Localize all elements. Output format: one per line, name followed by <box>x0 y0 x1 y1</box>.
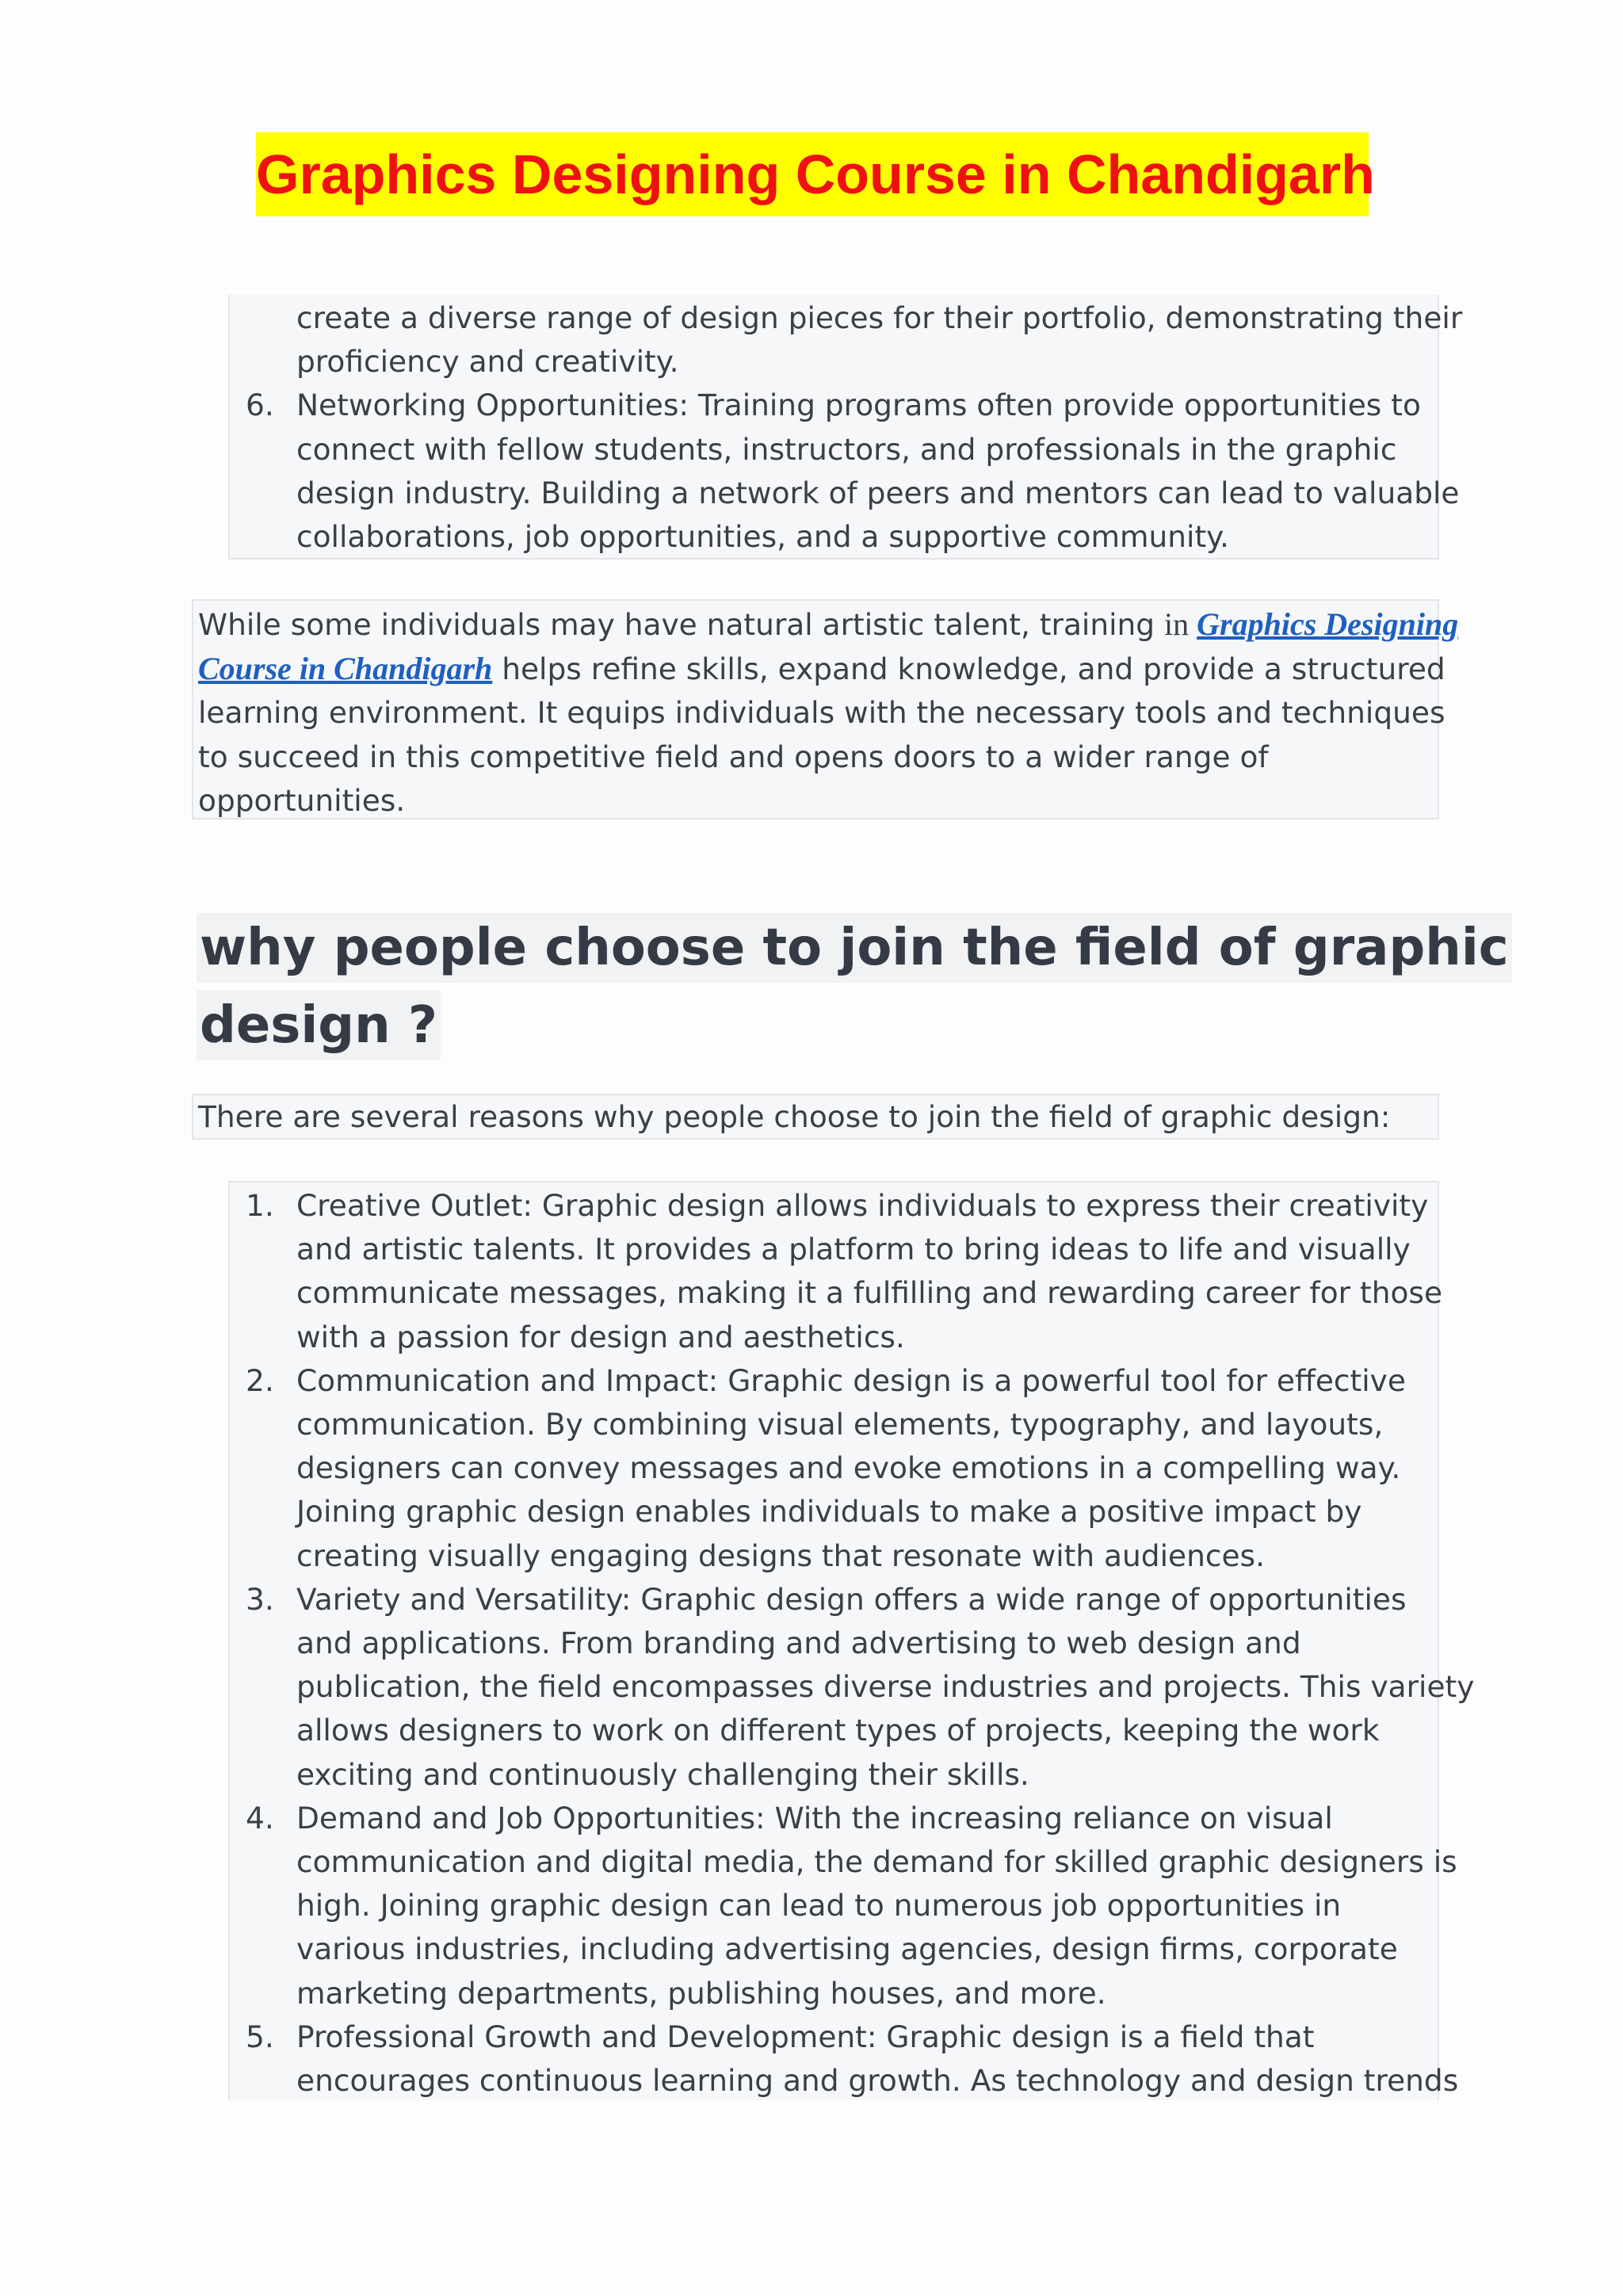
list-item-line: communication and digital media, the demand for skilled graphic designers is <box>296 1844 1457 1880</box>
section-heading-line-2: design ? <box>197 991 441 1060</box>
list-item-line: Communication and Impact: Graphic design is a powerful tool for effective <box>296 1362 1406 1398</box>
list-item-line: designers can convey messages and evoke emotions in a compelling way. <box>296 1450 1401 1486</box>
paragraph-line <box>198 647 1458 691</box>
list-item-number: 2. <box>246 1362 274 1398</box>
list-item <box>246 1184 1474 1359</box>
list-item-line: Demand and Job Opportunities: With the increasing reliance on visual <box>296 1800 1333 1836</box>
list-item <box>246 2015 1474 2103</box>
list-item-line: communication. By combining visual elements, typography, and layouts, <box>296 1407 1384 1442</box>
intro-text: There are several reasons why people choose to join the field of graphic design: <box>198 1099 1391 1134</box>
list-item <box>246 384 1462 559</box>
list-item-number: 1. <box>246 1188 274 1223</box>
list-item-line: communicate messages, making it a fulfilling and rewarding career for those <box>296 1275 1443 1311</box>
list-item-line: design industry. Building a network of peers and mentors can lead to valuable <box>296 475 1460 510</box>
paragraph-text-in: in <box>1164 606 1197 642</box>
list-item <box>246 296 1462 384</box>
course-link-continued[interactable]: Course in Chandigarh <box>198 651 493 687</box>
list-item-line: proficiency and creativity. <box>296 344 679 380</box>
course-link[interactable]: Graphics Designing <box>1197 606 1459 642</box>
paragraph-line <box>198 602 1458 647</box>
paragraph-line: to succeed in this competitive field and opens doors to a wider range of <box>198 739 1269 774</box>
list-item-line: Networking Opportunities: Training programs often provide opportunities to <box>296 388 1421 423</box>
list-item-line: with a passion for design and aesthetics. <box>296 1319 905 1354</box>
list-item-line: various industries, including advertising agencies, design firms, corporate <box>296 1931 1398 1967</box>
reasons-list <box>246 1184 1474 2103</box>
list-item-line: create a diverse range of design pieces for their portfolio, demonstrating their <box>296 300 1463 335</box>
list-item-line: publication, the field encompasses diverse industries and projects. This variety <box>296 1669 1475 1705</box>
list-item-line: connect with fellow students, instructors, and professionals in the graphic <box>296 431 1397 467</box>
list-item <box>246 1359 1474 1578</box>
list-item-line: exciting and continuously challenging their skills. <box>296 1756 1029 1792</box>
list-item <box>246 1578 1474 1797</box>
paragraph-text: helps refine skills, expand knowledge, and provide a structured <box>492 651 1445 687</box>
list-item-line: and artistic talents. It provides a platform to bring ideas to life and visually <box>296 1232 1411 1267</box>
list-item-number: 6. <box>246 388 274 423</box>
list-item-line: and applications. From branding and advertising to web design and <box>296 1626 1301 1661</box>
continued-list <box>246 296 1462 559</box>
list-item-line: Joining graphic design enables individuals to make a positive impact by <box>296 1494 1362 1530</box>
list-item-line: collaborations, job opportunities, and a supportive community. <box>296 519 1229 555</box>
list-item-number: 4. <box>246 1800 274 1836</box>
list-item-line: Professional Growth and Development: Graphic design is a field that <box>296 2019 1315 2054</box>
list-item-line: high. Joining graphic design can lead to numerous job opportunities in <box>296 1888 1342 1924</box>
paragraph-line: learning environment. It equips individuals with the necessary tools and techniques <box>198 695 1445 731</box>
list-item-line: allows designers to work on different types of projects, keeping the work <box>296 1713 1380 1748</box>
list-item <box>246 1797 1474 2015</box>
list-item-line: marketing departments, publishing houses, and more. <box>296 1975 1106 2011</box>
paragraph-text: While some individuals may have natural artistic talent, training <box>198 607 1165 642</box>
page-title: Graphics Designing Course in Chandigarh <box>256 132 1369 216</box>
section-heading-line-1: why people choose to join the field of graphic <box>197 913 1512 983</box>
list-item-number: 5. <box>246 2019 274 2054</box>
paragraph-line: opportunities. <box>198 782 406 818</box>
training-paragraph <box>198 602 1458 823</box>
list-item-line: Variety and Versatility: Graphic design offers a wide range of opportunities <box>296 1581 1407 1617</box>
list-item-line: Creative Outlet: Graphic design allows individuals to express their creativity <box>296 1188 1429 1223</box>
list-item-line: creating visually engaging designs that resonate with audiences. <box>296 1538 1266 1573</box>
list-item-number: 3. <box>246 1581 274 1617</box>
list-item-line: encourages continuous learning and growth. As technology and design trends <box>296 2063 1459 2099</box>
